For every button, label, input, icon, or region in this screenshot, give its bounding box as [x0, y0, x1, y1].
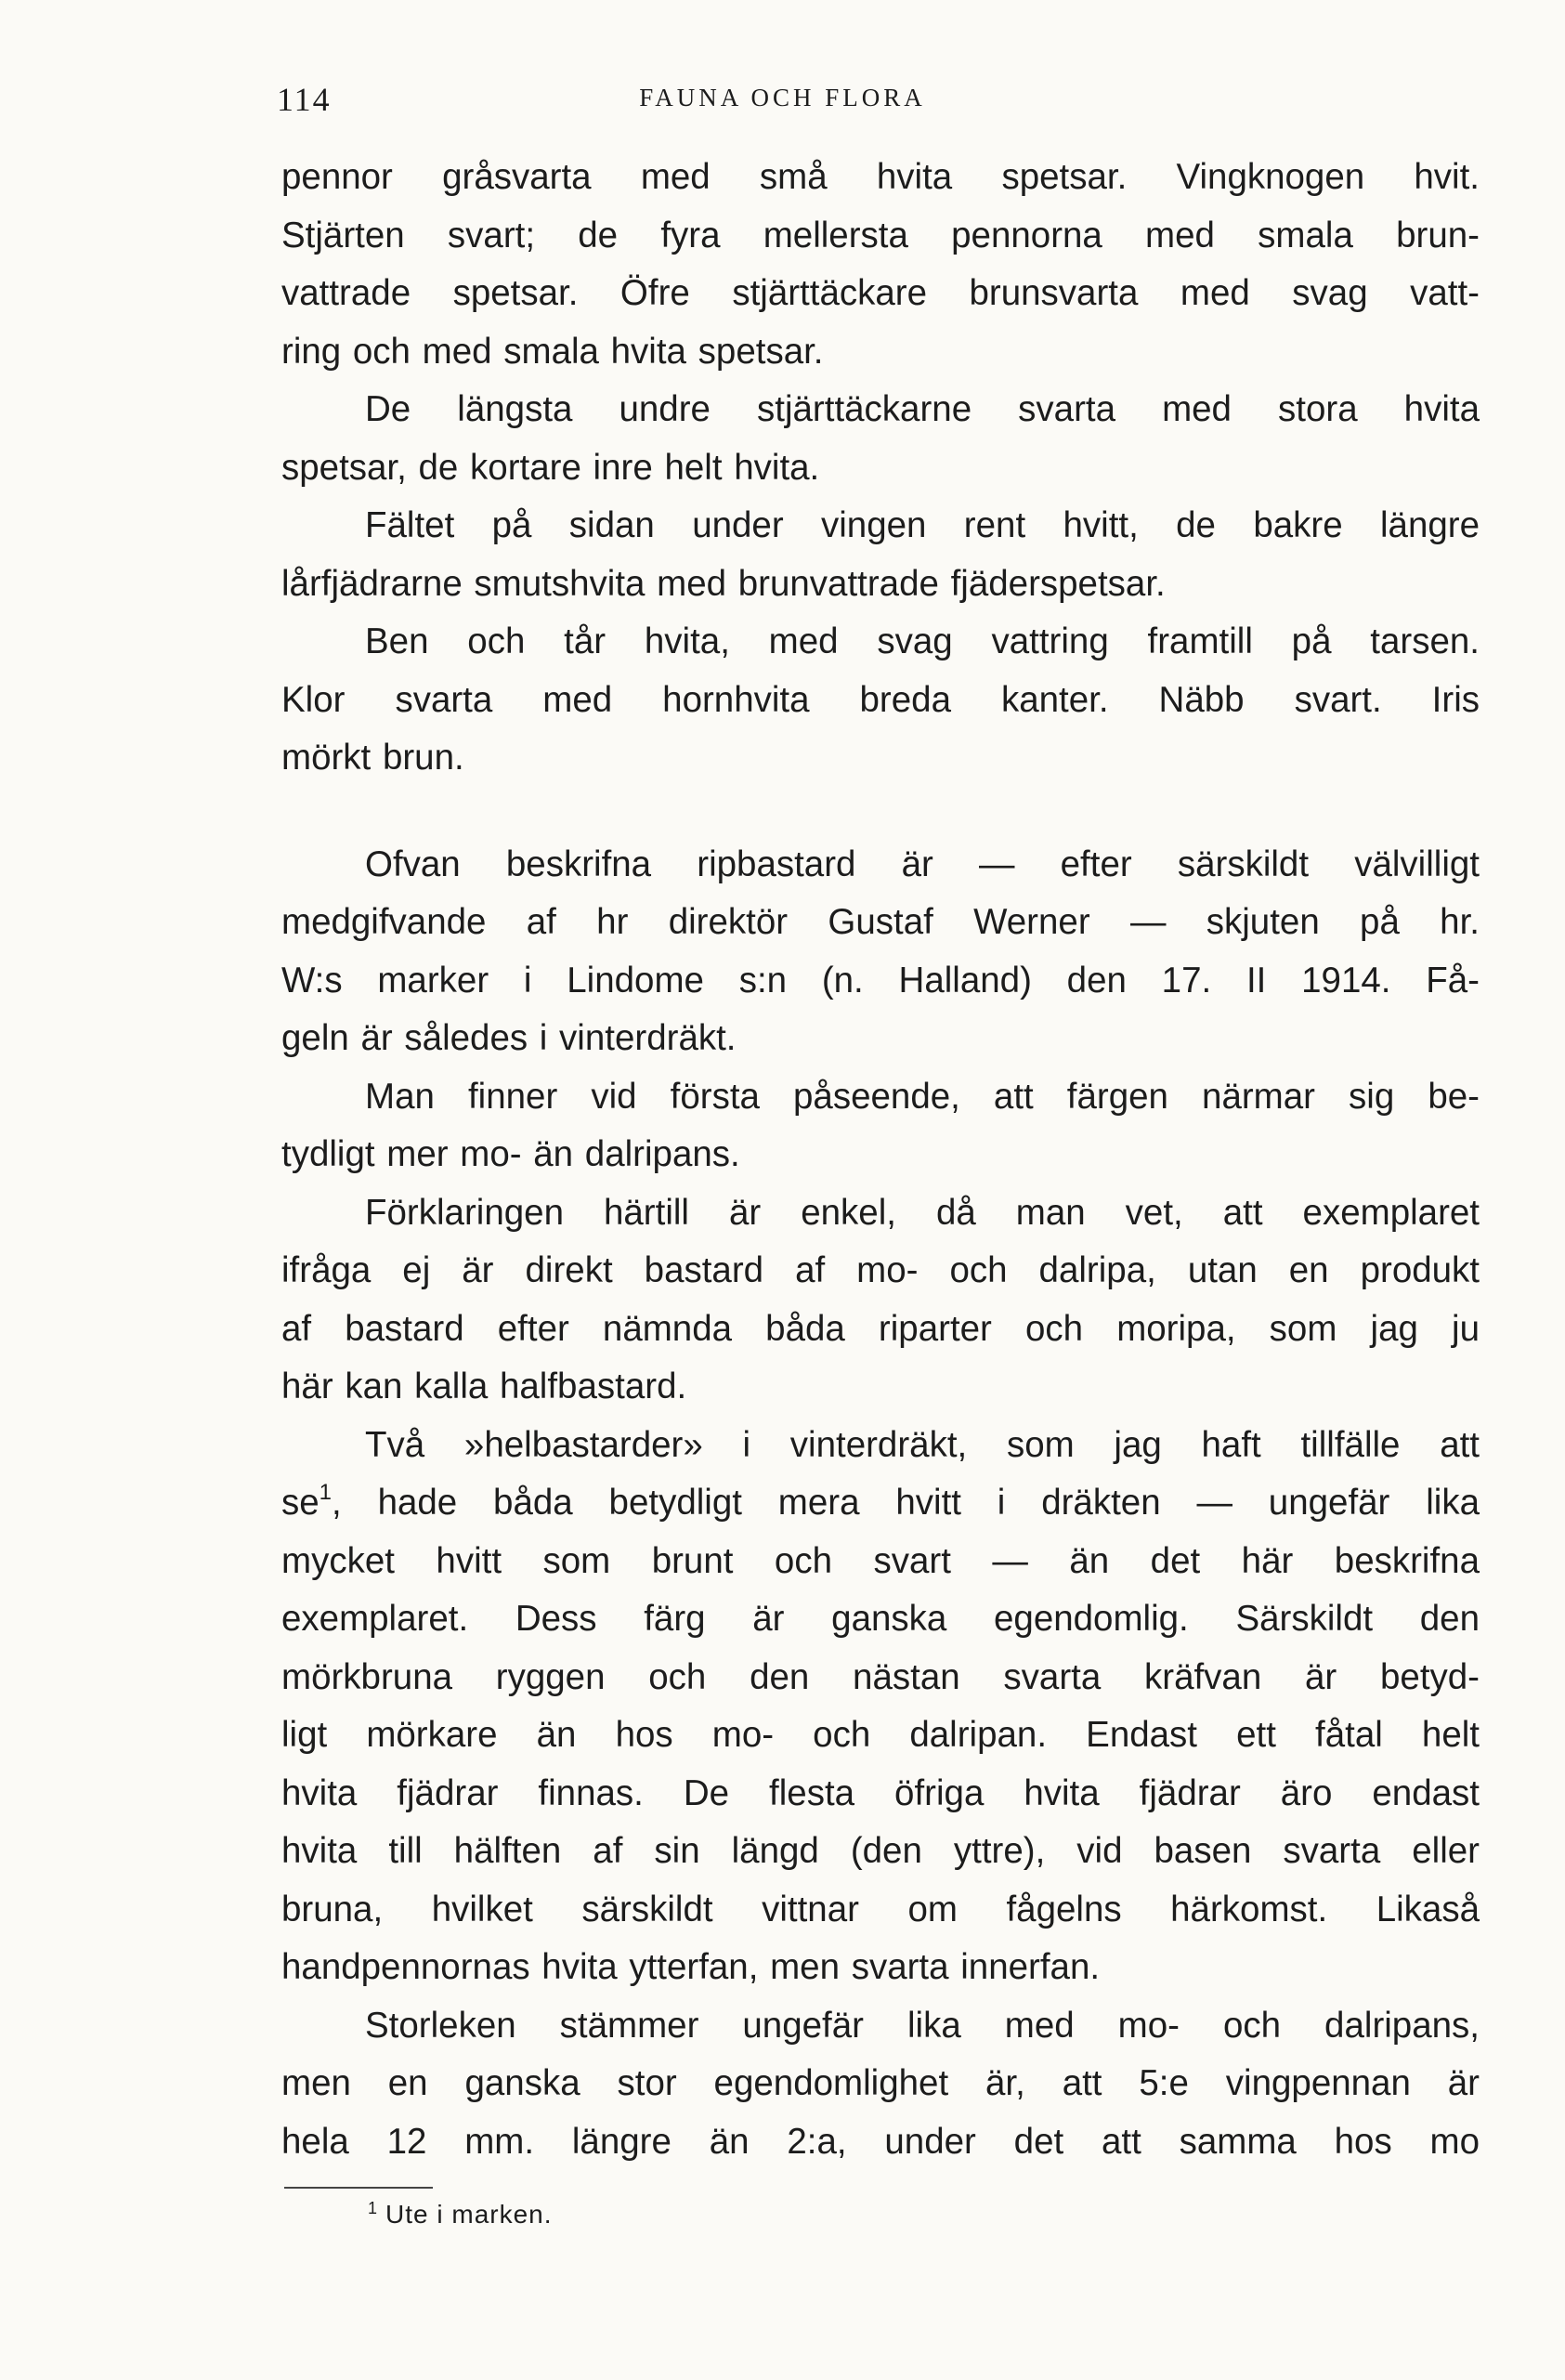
text-line: lårfjädrarne smutshvita med brunvattrade fjäderspetsar. [281, 563, 1166, 604]
paragraph [281, 613, 1480, 788]
footnote-text: Ute i marken. [385, 2200, 553, 2229]
footnote-rule [284, 2187, 433, 2189]
text-line: af bastard efter nämnda båda riparter och moripa, som jag ju [281, 1308, 1480, 1349]
text-line: Stjärten svart; de fyra mellersta pennorna med smala brun- [281, 215, 1480, 255]
paragraph [281, 1184, 1480, 1417]
text-line: Fältet på sidan under vingen rent hvitt, de bakre längre [365, 505, 1480, 545]
text-fragment: se [281, 1483, 320, 1523]
text-line: hvita till hälften af sin längd (den yttre), vid basen svarta eller [281, 1831, 1480, 1871]
text-line: ring och med smala hvita spetsar. [281, 331, 824, 372]
text-line: ligt mörkare än hos mo- och dalripan. Endast ett fåtal helt [281, 1715, 1480, 1755]
text-line: vattrade spetsar. Öfre stjärttäckare brunsvarta med svag vatt- [281, 273, 1480, 313]
paragraph [281, 1068, 1480, 1184]
footnote-marker: 1 [319, 1480, 333, 1505]
text-line: tydligt mer mo- än dalripans. [281, 1134, 740, 1174]
paragraph [281, 836, 1480, 1068]
journal-title: FAUNA OCH FLORA [639, 84, 926, 111]
body-text [281, 149, 1480, 2171]
paragraph [281, 1417, 1480, 1997]
text-line: mycket hvitt som brunt och svart — än det här beskrifna [281, 1540, 1480, 1581]
footnote-number: 1 [368, 2199, 379, 2217]
text-line: Klor svarta med hornhvita breda kanter. Näbb svart. Iris [281, 679, 1480, 720]
text-line: Ben och tår hvita, med svag vattring framtill på tarsen. [365, 621, 1480, 661]
text-line: exemplaret. Dess färg är ganska egendomlig. Särskildt den [281, 1599, 1480, 1639]
text-line: hela 12 mm. längre än 2:a, under det att samma hos mo [281, 2121, 1480, 2162]
text-line: W:s marker i Lindome s:n (n. Halland) den 17. II 1914. Få- [281, 960, 1480, 1000]
text-line: här kan kalla halfbastard. [281, 1367, 687, 1406]
text-line: spetsar, de kortare inre helt hvita. [281, 447, 820, 488]
text-line: handpennornas hvita ytterfan, men svarta innerfan. [281, 1947, 1101, 1987]
text-line: hvita fjädrar finnas. De flesta öfriga hvita fjädrar äro endast [281, 1772, 1480, 1813]
text-line: ifråga ej är direkt bastard af mo- och dalripa, utan en produkt [281, 1250, 1480, 1290]
text-line: medgifvande af hr direktör Gustaf Werner — skjuten på hr. [281, 902, 1480, 942]
running-head [0, 80, 1565, 117]
section-break [281, 788, 1480, 836]
footnote [368, 2198, 553, 2231]
text-line: bruna, hvilket särskildt vittnar om fågelns härkomst. Likaså [281, 1889, 1480, 1929]
page-number: 114 [277, 81, 332, 118]
text-line-with-footnote [281, 1474, 1480, 1533]
text-line: men en ganska stor egendomlighet är, att 5:e vingpennan är [281, 2063, 1480, 2103]
paragraph [281, 381, 1480, 497]
paragraph [281, 497, 1480, 613]
text-line: Förklaringen härtill är enkel, då man vet, att exemplaret [365, 1192, 1480, 1233]
text-line: pennor gråsvarta med små hvita spetsar. Vingknogen hvit. [281, 157, 1480, 197]
paragraph [281, 149, 1480, 381]
text-line: geln är således i vinterdräkt. [281, 1018, 737, 1058]
text-fragment: , hade båda betydligt mera hvitt i dräkten — ungefär lika [332, 1483, 1480, 1523]
text-line: De längsta undre stjärttäckarne svarta med stora hvita [365, 389, 1480, 429]
paragraph [281, 1997, 1480, 2172]
text-line: mörkbruna ryggen och den nästan svarta kräfvan är betyd- [281, 1656, 1480, 1697]
text-line: Man finner vid första påseende, att färgen närmar sig be- [365, 1076, 1480, 1117]
text-line: mörkt brun. [281, 738, 464, 778]
text-line: Två »helbastarder» i vinterdräkt, som jag haft tillfälle att [365, 1424, 1480, 1465]
text-line: Storleken stämmer ungefär lika med mo- och dalripans, [365, 2005, 1480, 2046]
text-line: Ofvan beskrifna ripbastard är — efter särskildt välvilligt [365, 843, 1480, 884]
